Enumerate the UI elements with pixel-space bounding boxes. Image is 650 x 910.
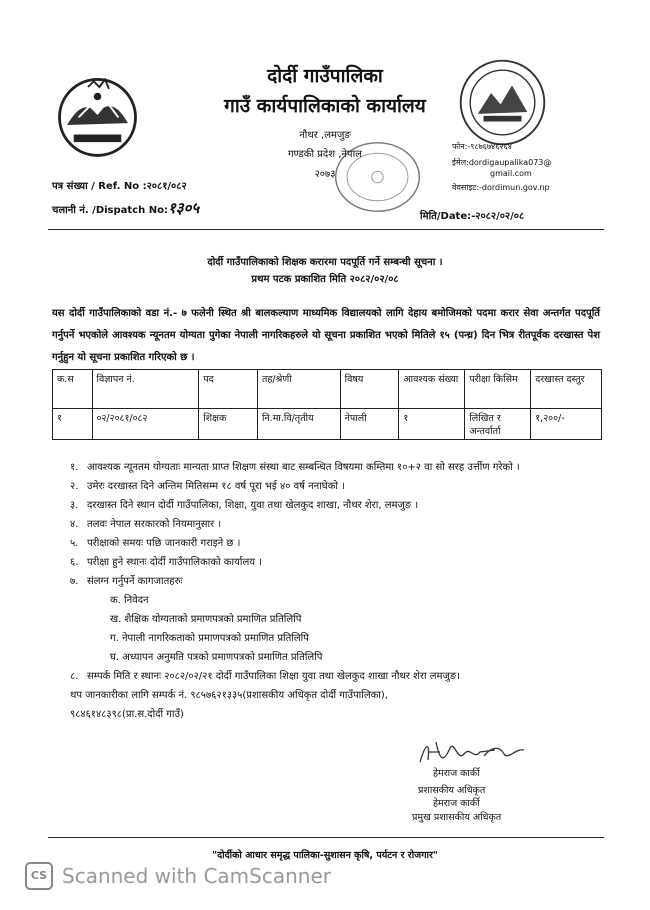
- list-item: [70, 553, 600, 572]
- scanner-watermark: Scanned with CamScanner: [62, 864, 331, 888]
- letter-date: [420, 208, 524, 222]
- list-text: सम्पर्क मिति र स्थानः २०८२/०२/२१ दोर्दी गाउँपालिका शिक्षा युवा तथा खेलकुद शाखा नौथर शेरा लमजुङ।: [87, 671, 461, 682]
- requirements-list: [70, 458, 600, 724]
- table-header: परीक्षा किसिम: [465, 370, 531, 409]
- document-sublist-item: ख. शैक्षिक योग्यताको प्रमाणपत्रको प्रमाणित प्रतिलिपि: [110, 614, 302, 625]
- list-number: ६.: [70, 557, 79, 568]
- list-item: [70, 496, 600, 515]
- list-number: ७.: [70, 576, 79, 587]
- list-number: ५.: [70, 538, 79, 549]
- list-text: दरखास्त दिने स्थान दोर्दी गाउँपालिका, शिक्षा, युवा तथा खेलकुद शाखा, नौथर शेरा, लमजुङ ।: [87, 500, 419, 511]
- reference-number: [52, 178, 187, 192]
- list-item: [70, 534, 600, 553]
- dispatch-label: चलानी नं. /Dispatch No:: [52, 205, 168, 216]
- table-cell: १: [53, 409, 93, 440]
- signatory-name: हेमराज कार्की: [433, 798, 480, 809]
- established-year: २०७३: [314, 169, 336, 180]
- ref-value: २०८१/०८२: [146, 181, 187, 192]
- list-item: [70, 458, 600, 477]
- table-header: विषय: [340, 370, 399, 409]
- list-text: परीक्षा हुने स्थानः दोर्दी गाउँपालिकाको कार्यालय ।: [87, 557, 263, 568]
- list-number: १.: [70, 462, 79, 473]
- list-item: [70, 515, 600, 534]
- date-value: २०८२/०२/०८: [475, 211, 525, 222]
- table-header-row: [53, 370, 602, 409]
- signatory-name-handwritten: हेमराज कार्की: [433, 768, 480, 779]
- document-sublist-item: ग. नेपाली नागरिकताको प्रमाणपत्रको प्रमाणित प्रतिलिपि: [110, 633, 309, 644]
- office-subtitle: गाउँ कार्यपालिकाको कार्यालय: [224, 95, 426, 117]
- list-number: ८.: [70, 671, 79, 682]
- email-address: ईमेल:dordigaupalika073@: [452, 158, 552, 167]
- table-header: पद: [199, 370, 258, 409]
- phone-number: फोन:-९८७६७४६२६४: [452, 142, 512, 151]
- table-cell: १,२००/-: [531, 409, 602, 440]
- notice-published-date: प्रथम पटक प्रकाशित मिति २०८२/०२/०८: [251, 274, 399, 285]
- date-label: मिति/Date:-: [420, 211, 476, 222]
- vacancy-table: [52, 369, 602, 440]
- camscanner-logo-icon: CS: [25, 862, 53, 890]
- list-item: [70, 572, 600, 591]
- table-cell: नि.मा.वि/तृतीय: [257, 409, 340, 440]
- table-header: तह/श्रेणी: [257, 370, 340, 409]
- document-sublist-item: क. निवेदन: [110, 595, 149, 606]
- document-sublist-item: घ. अध्यापन अनुमति पत्रको प्रमाणपत्रको प्रमाणित प्रतिलिपि: [110, 652, 323, 663]
- table-cell: ०२/२०८१/०८२: [92, 409, 199, 440]
- signatory-title-2: प्रमुख प्रशासकीय अधिकृत: [412, 812, 502, 823]
- ref-label: पत्र संख्या / Ref. No :: [52, 181, 147, 192]
- table-cell: लिखित र अन्तर्वार्ता: [465, 409, 531, 440]
- list-number: ३.: [70, 500, 79, 511]
- table-header: विज्ञापन नं.: [92, 370, 199, 409]
- table-header: क.स: [53, 370, 93, 409]
- table-cell: १: [399, 409, 465, 440]
- signature-image: [400, 736, 530, 770]
- contact-info-line: थप जानकारीका लागि सम्पर्क नं. ९८५७६२१३३५(प्रशासकीय अधिकृत दोर्दी गाउँपालिका),: [70, 690, 388, 701]
- footer-slogan: "दोर्दीको आधार समृद्ध पालिका-सुशासन कृषि, पर्यटन र रोजगार": [212, 850, 438, 861]
- table-header: दरखास्त दस्तुर: [531, 370, 602, 409]
- list-item: [70, 477, 600, 496]
- notice-body: यस दोर्दी गाउँपालिकाको वडा नं.- ७ फलेनी स्थित श्री बालकल्याण माध्यमिक विद्यालयको लागि देहाय बमोजिमको पदमा करार सेवा अन्तर्गत पदपूर्ति गर्नुपर्ने भएकोले आवश्यक न्यूनतम योग्यता पुगेका नेपाली नागरिकहरुले यो सूचना प्रकाशित भएको मितिले १५ (पन्ध्र) दिन भित्र रीतपूर्वक दरखास्त पेश गर्नुहुन यो सूचना प्रकाशित गरिएको छ ।: [52, 308, 600, 363]
- address-line-2: गण्डकी प्रदेश ,नेपाल: [288, 149, 362, 160]
- dispatch-number: [52, 198, 199, 218]
- list-item: [70, 667, 600, 686]
- website: वेवसाइट:-dordimun.gov.np: [452, 183, 550, 192]
- list-text: आवश्यक न्यूनतम योग्यताः मान्यता प्राप्त शिक्षण संस्था बाट सम्बन्धित विषयमा कम्तिमा १०+२ वा सो सरह उर्त्तीण गरेको ।: [87, 462, 520, 473]
- email-address-domain: gmail.com: [490, 169, 532, 178]
- address-line-1: नौथर ,लमजुङ: [299, 130, 351, 141]
- list-text: तलवः नेपाल सरकारको नियमानुसार ।: [87, 519, 222, 530]
- list-text: संलग्न गर्नुपर्ने कागजातहरुः: [87, 576, 183, 587]
- signatory-title: प्रशासकीय अधिकृत: [418, 785, 486, 796]
- dispatch-value: १३०५: [167, 199, 200, 217]
- office-title: दोर्दी गाउँपालिका: [267, 65, 383, 87]
- table-cell: नेपाली: [340, 409, 399, 440]
- table-cell: शिक्षक: [199, 409, 258, 440]
- notice-heading: दोर्दी गाउँपालिकाको शिक्षक करारमा पदपूर्ति गर्ने सम्बन्धी सूचना ।: [207, 257, 443, 268]
- table-header: आवश्यक संख्या: [399, 370, 465, 409]
- table-row: [53, 409, 602, 440]
- list-text: परीक्षाको समयः पछि जानकारी गराइने छ ।: [87, 538, 241, 549]
- list-text: उमेरः दरखास्त दिने अन्तिम मितिसम्म १८ वर्ष पूरा भई ४० वर्ष ननाघेको ।: [87, 481, 345, 492]
- header-divider: [48, 229, 604, 230]
- contact-info-line: ९८४६१४८३९८(प्रा.स.दोर्दी गाउँ): [70, 709, 184, 720]
- list-number: २.: [70, 481, 79, 492]
- footer-divider: [48, 837, 604, 838]
- list-number: ४.: [70, 519, 79, 530]
